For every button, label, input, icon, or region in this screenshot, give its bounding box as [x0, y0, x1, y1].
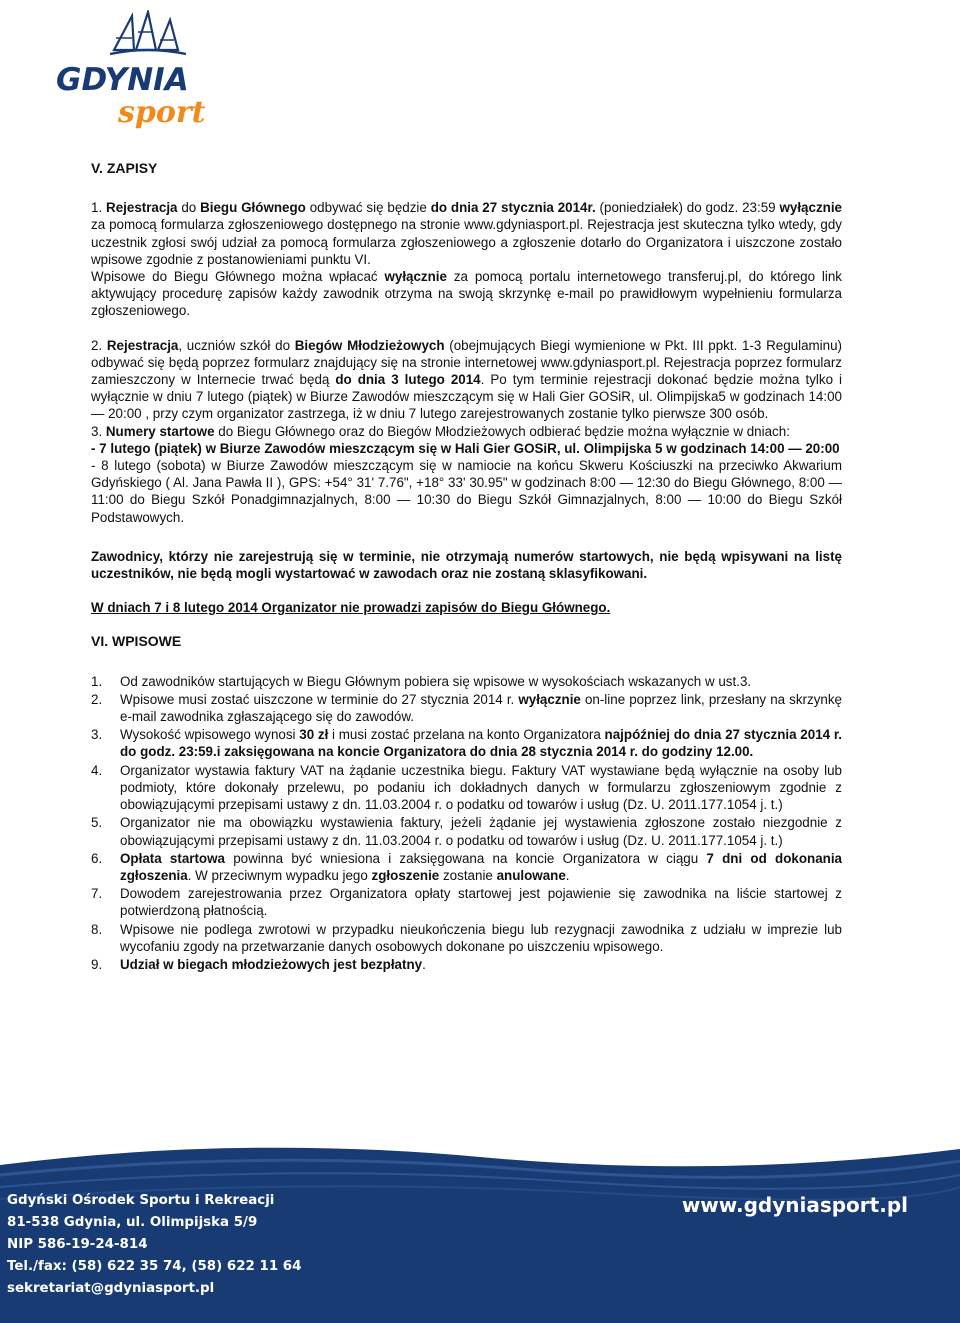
- paragraph-entry-fee-payment: Wpisowe do Biegu Głównego można wpłacać wyłącznie za pomocą portalu internetowego transferuj.pl, do którego link aktywujący procedurę zapisów każdy zawodnik otrzyma na swoją skrzynkę e-mail po prawidłowym wypełnieniu formularza zgłoszeniowego.: [91, 269, 842, 319]
- footer-banner: [0, 1135, 960, 1323]
- ship-logo-icon: [52, 10, 212, 134]
- paragraph-start-numbers: 3. Numery startowe do Biegu Głównego oraz do Biegów Młodzieżowych odbierać będzie można wyłącznie w dniach:: [91, 423, 790, 439]
- list-item: 9. Udział w biegach młodzieżowych jest bezpłatny.: [91, 956, 426, 972]
- list-item: 8. Wpisowe nie podlega zwrotowi w przypadku nieukończenia biegu lub rezygnacji zawodnika z udziału w imprezie lub wycofaniu zgody na przetwarzanie danych osobowych dokonane po uiszczeniu wpisowego.: [91, 921, 842, 954]
- entry-fee-list: [91, 673, 842, 973]
- paragraph-pickup-friday: - 7 lutego (piątek) w Biurze Zawodów mieszczącym się w Hali Gier GOSiR, ul. Olimpijska 5 w godzinach 14:00 — 20:00: [91, 440, 840, 456]
- paragraph-notice: W dniach 7 i 8 lutego 2014 Organizator nie prowadzi zapisów do Biegu Głównego.: [91, 600, 611, 616]
- footer-nip: NIP 586-19-24-814: [7, 1237, 148, 1252]
- list-item: 4. Organizator wystawia faktury VAT na żądanie uczestnika biegu. Faktury VAT wystawiane będą wyłącznie na osoby lub podmioty, które dokonały przelewu, po podaniu ich dokładnych danych w formularzu zgłoszeniowym zgodnie z obowiązującymi przepisami ustawy z dn. 11.03.2004 r. o podatku od towarów i usług (Dz. U. 2011.177.1054 j. t.): [91, 762, 842, 813]
- footer-org-name: Gdyński Ośrodek Sportu i Rekreacji: [7, 1193, 275, 1208]
- document-body: [91, 160, 842, 974]
- svg-text:GDYNIA: GDYNIA: [56, 62, 189, 98]
- gdynia-sport-logo: [52, 10, 212, 134]
- list-item: 7. Dowodem zarejestrowania przez Organizatora opłaty startowej jest pojawienie się zawodnika na liście startowej z potwierdzoną płatnością.: [91, 886, 842, 919]
- list-item: 2. Wpisowe musi zostać uiszczone w terminie do 27 stycznia 2014 r. wyłącznie on-line poprzez link, przesłany na skrzynkę e-mail zawodnika zgłaszającego się do zawodów.: [91, 691, 842, 725]
- footer-phone: Tel./fax: (58) 622 35 74, (58) 622 11 64: [7, 1259, 302, 1274]
- paragraph-pickup-saturday: - 8 lutego (sobota) w Biurze Zawodów mieszczącym się w namiocie na końcu Skweru Kościuszki na przeciwko Akwarium Gdyńskiego ( Al. Jana Pawła II ), GPS: +54° 31' 7.76", +18° 33' 30.95" w godzinach 8:00 — 12:30 do Biegu Głównego, 8:00 — 11:00 do Biegu Szkół Ponadgimnazjalnych, 8:00 — 10:30 do Biegu Szkół Gimnazjalnych, 8:00 — 10:00 do Biegu Szkół Podstawowych.: [91, 458, 842, 525]
- footer-contact: [7, 1190, 301, 1300]
- paragraph-registration-youth: 2. Rejestracja, uczniów szkół do Biegów Młodzieżowych (obejmujących Biegi wymienione w Pkt. III ppkt. 1-3 Regulaminu) odbywać się będą poprzez formularz znajdujący się na stronie internetowej www.gdyniasport.pl. Rejestracja poprzez formularz zamieszczony w Internecie trwać będą do dnia 3 lutego 2014. Po tym terminie rejestracji dokonać będzie można tylko i wyłącznie w dniu 7 lutego (piątek) w Biurze Zawodów mieszczącym się w Hali Gier GOSiR, ul. Olimpijska5 w godzinach 14:00 — 20:00 , przy czym organizator zastrzega, iż w dniu 7 lutego zarejestrowanych zostanie tylko pierwsze 300 osób.: [91, 337, 843, 422]
- svg-text:sport: sport: [118, 95, 206, 130]
- paragraph-warning: Zawodnicy, którzy nie zarejestrują się w terminie, nie otrzymają numerów startowych, nie będą wpisywani na listę uczestników, nie będą mogli wystartować w zawodach oraz nie zostaną sklasyfikowani.: [91, 548, 842, 582]
- paragraph-registration-main: 1. Rejestracja do Biegu Głównego odbywać się będzie do dnia 27 stycznia 2014r. (poniedziałek) do godz. 23:59 wyłącznie za pomocą formularza zgłoszeniowego dostępnego na stronie www.gdyniasport.pl. Rejestracja jest skuteczna tylko wtedy, gdy uczestnik zgłosi swój udział za pomocą formularza zgłoszeniowego a zgłoszenie dotarło do Organizatora i uiszczone zostało wpisowe zgodnie z postanowieniami punktu VI.: [91, 200, 842, 267]
- list-item: 5. Organizator nie ma obowiązku wystawienia faktury, jeżeli żądanie jej wystawienia zgłoszone zostało niezgodnie z obowiązującymi przepisami ustawy z dn. 11.03.2004 r. o podatku od towarów i usług (Dz. U. 2011.177.1054 j. t.): [91, 815, 842, 848]
- section-heading-zapisy: V. ZAPISY: [91, 160, 158, 176]
- footer-email[interactable]: sekretariat@gdyniasport.pl: [7, 1281, 215, 1296]
- list-item: 1. Od zawodników startujących w Biegu Głównym pobiera się wpisowe w wysokościach wskazanych w ust.3.: [91, 673, 752, 689]
- footer-address: 81-538 Gdynia, ul. Olimpijska 5/9: [7, 1215, 258, 1230]
- footer-website-link[interactable]: www.gdyniasport.pl: [681, 1193, 908, 1217]
- list-item: 6. Opłata startowa powinna być wniesiona i zaksięgowana na koncie Organizatora w ciągu 7 dni od dokonania zgłoszenia. W przeciwnym wypadku jego zgłoszenie zostanie anulowane.: [91, 850, 842, 883]
- section-heading-wpisowe: VI. WPISOWE: [91, 633, 182, 650]
- list-item: 3. Wysokość wpisowego wynosi 30 zł i musi zostać przelana na konto Organizatora najpóźniej do dnia 27 stycznia 2014 r. do godz. 23:59.i zaksięgowana na koncie Organizatora do dnia 28 stycznia 2014 r. do godziny 12.00.: [91, 727, 843, 760]
